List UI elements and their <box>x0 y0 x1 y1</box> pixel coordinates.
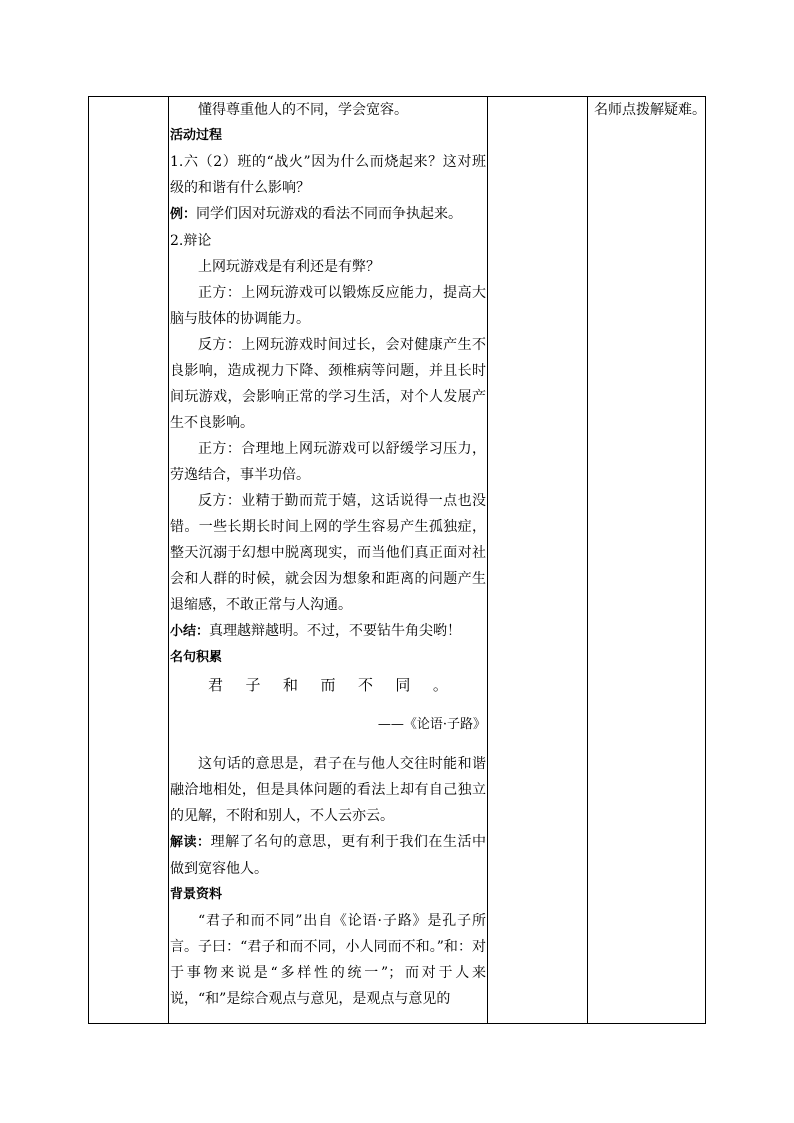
activity-content-cell <box>170 97 486 1012</box>
quote-heading: 名句积累 <box>170 650 223 665</box>
background-heading: 背景资料 <box>170 887 223 902</box>
interpretation-text: 理解了名句的意思，更有利于我们在生活中做到宽容他人。 <box>170 834 486 877</box>
summary-text: 真理越辩越明。不过，不要钻牛角尖哟！ <box>209 623 462 639</box>
pro-argument-2: 正方：合理地上网玩游戏可以舒缓学习压力，劳逸结合，事半功倍。 <box>170 441 486 483</box>
teacher-note: 名师点拨解疑难。 <box>594 102 706 118</box>
debate-topic: 上网玩游戏是有利还是有弊？ <box>198 259 380 275</box>
example-text: 同学们因对玩游戏的看法不同而争执起来。 <box>196 206 463 222</box>
column-divider <box>168 96 169 1024</box>
pro-argument-1: 正方：上网玩游戏可以锻炼反应能力，提高大脑与肢体的协调能力。 <box>170 285 486 327</box>
goal-line: 懂得尊重他人的不同，学会宽容。 <box>198 102 408 118</box>
background-text: “君子和而不同”出自《论语·子路》是孔子所言。子曰：“君子和而不同，小人同而不和。”和：对于事物来说是“多样性的统一”；而对于人来说，“和”是综合观点与意见，是观点与意见的 <box>170 913 486 1007</box>
teacher-note-cell <box>594 97 706 123</box>
column-divider <box>487 96 488 1024</box>
process-heading: 活动过程 <box>170 128 223 143</box>
example-label: 例： <box>170 207 197 222</box>
con-argument-2: 反方：业精于勤而荒于嬉，这话说得一点也没错。一些长期长时间上网的学生容易产生孤独症，整天沉溺于幻想中脱离现实，而当他们真正面对社会和人群的时候，就会因为想象和距离的问题产生退缩感，不敢正常与人沟通。 <box>170 493 486 613</box>
quote-char: 不 <box>357 676 373 694</box>
question-1: 1.六（2）班的“战火”因为什么而烧起来？这对班级的和谐有什么影响？ <box>170 154 486 196</box>
quote-char: 。 <box>432 676 448 694</box>
quote-char: 而 <box>320 676 336 694</box>
summary-label: 小结： <box>170 624 210 639</box>
quote-char: 同 <box>395 676 411 694</box>
column-divider <box>587 96 588 1024</box>
quote-char: 子 <box>245 676 261 694</box>
quote-char: 君 <box>208 676 224 694</box>
famous-quote <box>170 671 486 699</box>
quote-source: ——《论语·子路》 <box>377 717 486 732</box>
question-2: 2.辩论 <box>170 233 212 249</box>
quote-meaning: 这句话的意思是，君子在与他人交往时能和谐融洽地相处，但是具体问题的看法上却有自己独立的见解，不附和别人，不人云亦云。 <box>170 756 486 824</box>
interpretation-label: 解读： <box>170 835 211 850</box>
quote-char: 和 <box>282 676 298 694</box>
con-argument-1: 反方：上网玩游戏时间过长，会对健康产生不良影响，造成视力下降、颈椎病等问题，并且长时间玩游戏，会影响正常的学习生活，对个人发展产生不良影响。 <box>170 337 486 431</box>
